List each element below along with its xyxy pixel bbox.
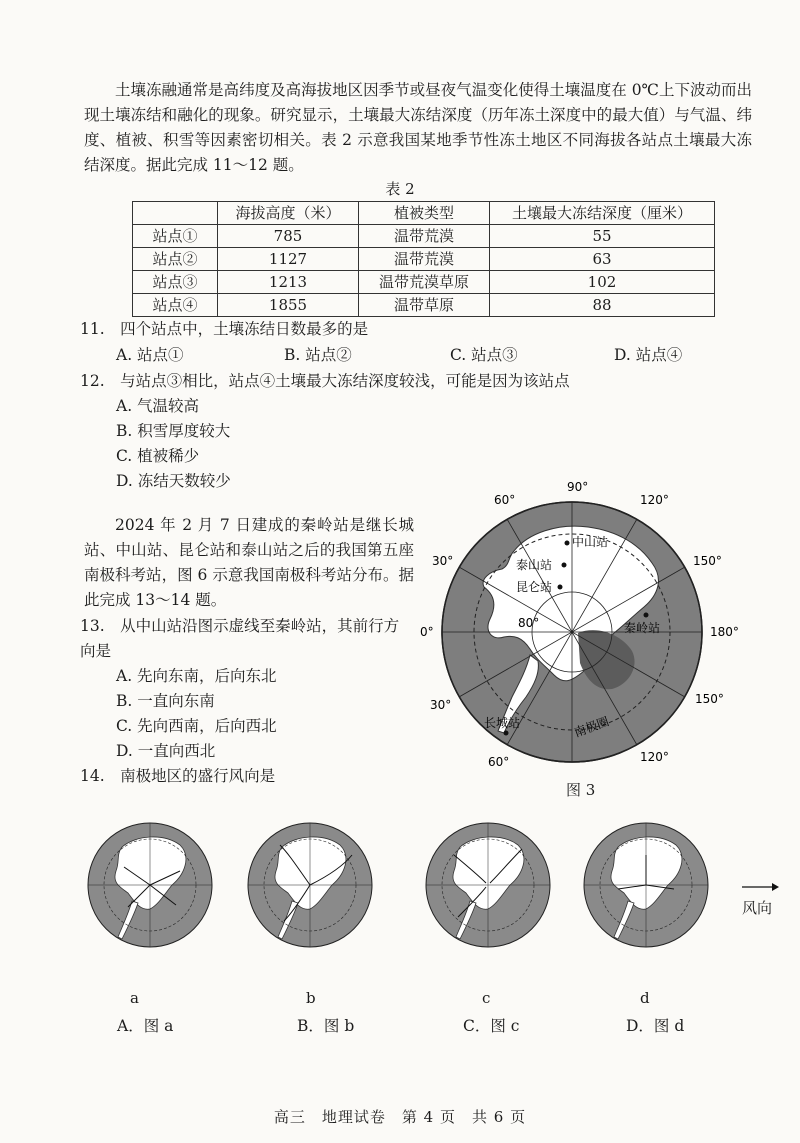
question-14-option-a[interactable]: A．图 a <box>117 1017 174 1035</box>
lon-label: 30° <box>432 554 454 568</box>
table-cell: 温带荒漠 <box>359 225 490 248</box>
table-cell: 温带荒漠 <box>359 248 490 271</box>
table-header-cell <box>133 202 218 225</box>
lon-label: 30° <box>430 698 452 712</box>
small-map-a[interactable] <box>80 805 220 965</box>
table-header-row <box>133 202 715 225</box>
station-marker <box>504 731 509 736</box>
question-14-stem: 14. 南极地区的盛行风向是 <box>80 767 276 785</box>
station-marker <box>562 563 567 568</box>
intro-paragraph: 土壤冻融通常是高纬度及高海拔地区因季节或昼夜气温变化使得土壤温度在 0℃上下波动而出现土壤冻结和融化的现象。研究显示，土壤最大冻结深度（历年冻土深度中的最大值）与气温、纬度、植被、积雪等因素密切相关。表 2 示意我国某地季节性冻土地区不同海拔各站点土壤最大冻结深度。据此完成 11～12 题。 <box>84 81 752 174</box>
small-map-label-b: b <box>306 989 316 1007</box>
table-cell: 1127 <box>218 248 359 271</box>
small-map-label-d: d <box>640 989 650 1007</box>
small-map-label-a: a <box>130 989 139 1007</box>
table-row <box>133 225 715 248</box>
question-12-option-b[interactable]: B. 积雪厚度较大 <box>116 422 231 440</box>
question-11-option-b[interactable]: B. 站点② <box>284 346 352 364</box>
question-14-option-d[interactable]: D．图 d <box>626 1017 685 1035</box>
table-cell: 785 <box>218 225 359 248</box>
small-map-b[interactable] <box>240 805 380 965</box>
table-cell: 温带草原 <box>359 294 490 317</box>
small-map-label-c: c <box>482 989 491 1007</box>
station-label-taishan: 泰山站 <box>516 558 553 572</box>
lon-label: 90° <box>567 480 589 494</box>
lon-label: 180° <box>710 625 739 639</box>
question-13-stem: 13. 从中山站沿图示虚线至秦岭站，其前行方向是 <box>80 617 400 660</box>
intro-paragraph-2: 2024 年 2 月 7 日建成的秦岭站是继长城站、中山站、昆仑站和泰山站之后的我国第五座南极科考站，图 6 示意我国南极科考站分布。据此完成 13～14 题。 <box>84 516 414 609</box>
lon-label: 150° <box>693 554 722 568</box>
station-label-zhongshan: 中山站 <box>572 535 609 549</box>
lon-label: 0° <box>420 625 434 639</box>
table-cell: 温带荒漠草原 <box>359 271 490 294</box>
lat-label: 80° <box>518 616 540 630</box>
small-map-c[interactable] <box>418 805 558 965</box>
antarctic-circle-label: 南极圈 <box>572 714 611 740</box>
station-marker <box>558 585 563 590</box>
question-11-option-c[interactable]: C. 站点③ <box>450 346 518 364</box>
table-header-cell: 土壤最大冻结深度（厘米） <box>490 202 715 225</box>
lon-label: 60° <box>488 755 510 769</box>
station-label-kunlun: 昆仑站 <box>516 580 553 594</box>
question-13-option-c[interactable]: C. 先向西南，后向西北 <box>116 717 277 735</box>
table-header-cell: 植被类型 <box>359 202 490 225</box>
question-13-option-b[interactable]: B. 一直向东南 <box>116 692 215 710</box>
lon-label: 120° <box>640 750 669 764</box>
table-cell: 站点① <box>133 225 218 248</box>
table-cell: 站点③ <box>133 271 218 294</box>
question-13-option-d[interactable]: D. 一直向西北 <box>116 742 216 760</box>
question-11-option-d[interactable]: D. 站点④ <box>614 346 683 364</box>
question-14-option-b[interactable]: B．图 b <box>297 1017 355 1035</box>
station-label-changcheng: 长城站 <box>484 716 521 730</box>
table-cell: 1213 <box>218 271 359 294</box>
lon-label: 120° <box>640 493 669 507</box>
table-row <box>133 271 715 294</box>
wind-direction-arrow-icon <box>740 880 780 894</box>
figure-label: 图 3 <box>566 781 596 799</box>
wind-direction-label: 风向 <box>742 899 773 917</box>
small-map-d[interactable] <box>576 805 716 965</box>
lon-label: 60° <box>494 493 516 507</box>
station-marker <box>565 541 570 546</box>
table-cell: 站点② <box>133 248 218 271</box>
question-12-option-a[interactable]: A. 气温较高 <box>116 397 200 415</box>
question-12-option-d[interactable]: D. 冻结天数较少 <box>116 472 231 490</box>
table-cell: 63 <box>490 248 715 271</box>
station-marker <box>644 613 649 618</box>
table-cell: 88 <box>490 294 715 317</box>
question-11-stem: 11. 四个站点中，土壤冻结日数最多的是 <box>80 320 369 338</box>
station-label-qinling: 秦岭站 <box>624 621 661 635</box>
table-row <box>133 294 715 317</box>
table-caption: 表 2 <box>385 180 415 198</box>
table-cell: 1855 <box>218 294 359 317</box>
question-14-option-c[interactable]: C．图 c <box>463 1017 520 1035</box>
antarctica-station-map <box>418 475 758 795</box>
table-2 <box>132 201 715 317</box>
table-cell: 55 <box>490 225 715 248</box>
question-12-option-c[interactable]: C. 植被稀少 <box>116 447 200 465</box>
table-row <box>133 248 715 271</box>
question-11-option-a[interactable]: A. 站点① <box>116 346 184 364</box>
page-footer: 高三 地理试卷 第 4 页 共 6 页 <box>273 1108 527 1126</box>
lon-label: 150° <box>695 692 724 706</box>
table-header-cell: 海拔高度（米） <box>218 202 359 225</box>
table-cell: 站点④ <box>133 294 218 317</box>
question-13-option-a[interactable]: A. 先向东南，后向东北 <box>116 667 277 685</box>
table-cell: 102 <box>490 271 715 294</box>
question-12-stem: 12. 与站点③相比，站点④土壤最大冻结深度较浅，可能是因为该站点 <box>80 372 570 390</box>
